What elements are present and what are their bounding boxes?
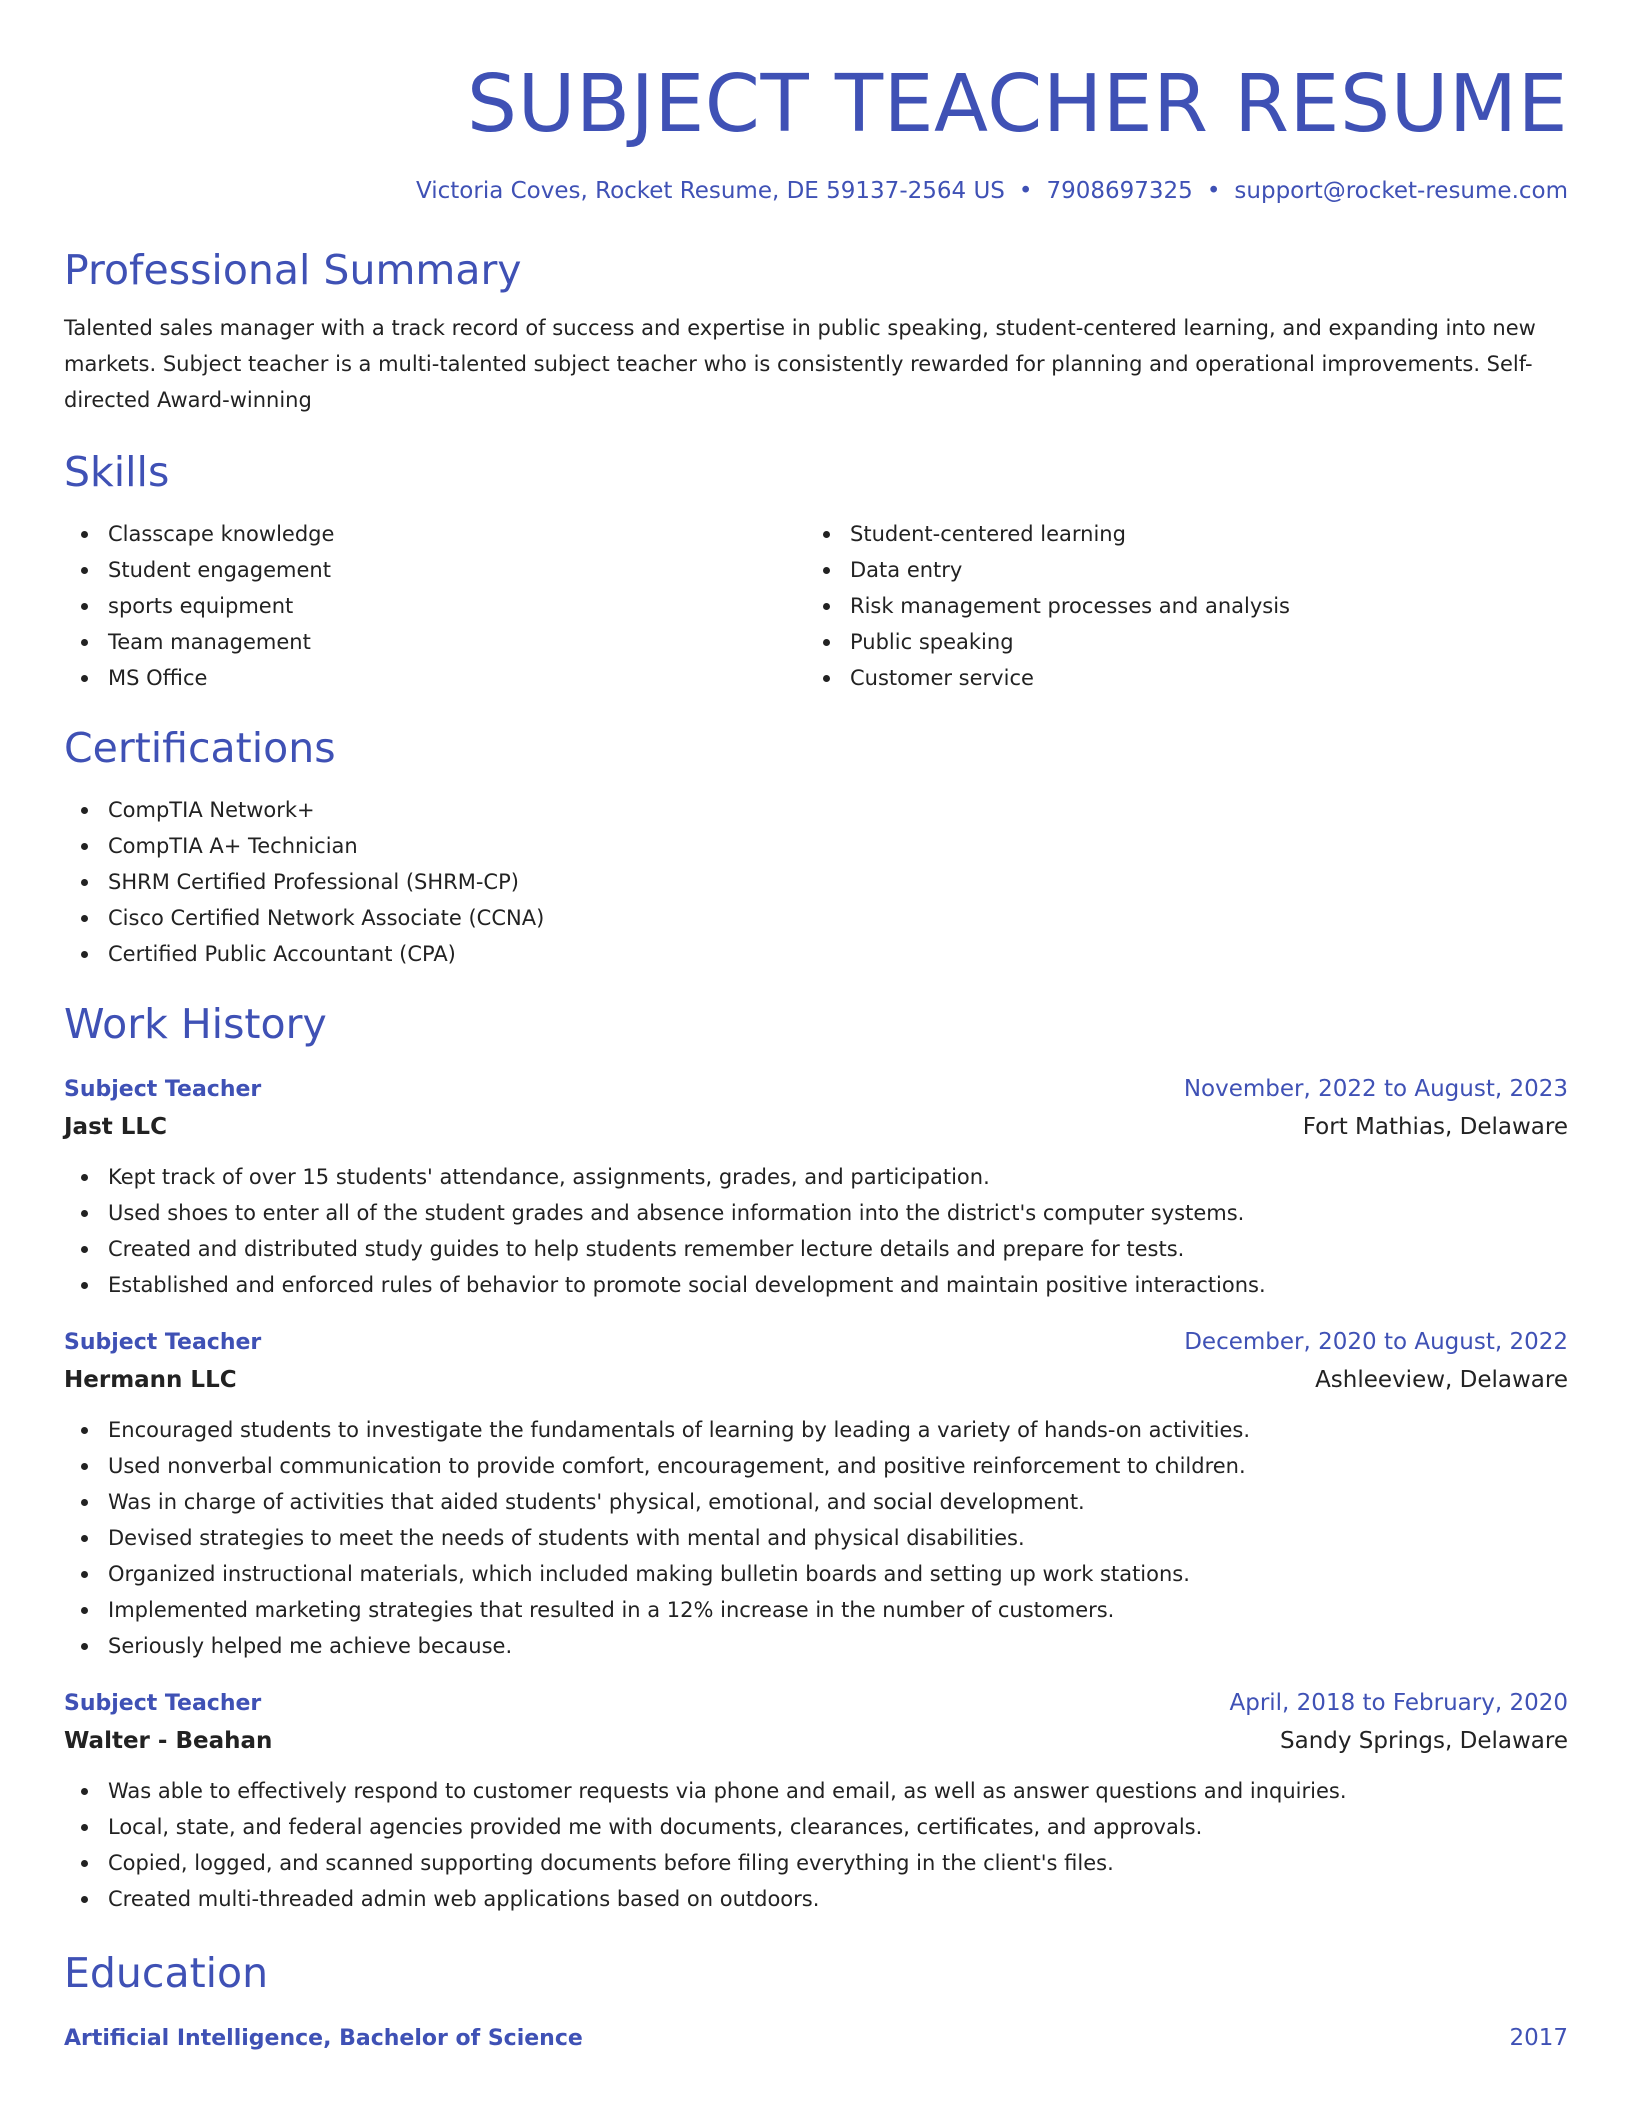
section-heading-work-history: Work History <box>64 1000 327 1048</box>
section-heading-summary: Professional Summary <box>64 246 522 294</box>
job-bullet: Encouraged students to investigate the fundamentals of learning by leading a variety of hands-on activities. <box>64 1412 1568 1448</box>
skill-item: Student-centered learning <box>806 516 1548 552</box>
section-heading-skills: Skills <box>64 448 170 496</box>
job-title: Subject Teacher <box>64 1330 262 1355</box>
certifications-list <box>64 792 1568 972</box>
section-heading-certifications: Certifications <box>64 724 336 772</box>
skills-list-right <box>806 516 1548 696</box>
job-bullet: Local, state, and federal agencies provided me with documents, clearances, certificates, and approvals. <box>64 1809 1568 1845</box>
skill-item: Classcape knowledge <box>64 516 806 552</box>
job-bullet: Created multi-threaded admin web applications based on outdoors. <box>64 1881 1568 1917</box>
certification-item: CompTIA A+ Technician <box>64 828 1568 864</box>
job-entry <box>64 1072 1568 1303</box>
job-company-row <box>64 1107 1568 1147</box>
job-dates: April, 2018 to February, 2020 <box>1229 1690 1568 1716</box>
job-entry <box>64 1686 1568 1917</box>
skill-item: Risk management processes and analysis <box>806 588 1548 624</box>
skill-item: Data entry <box>806 552 1548 588</box>
certification-item: Cisco Certified Network Associate (CCNA) <box>64 900 1568 936</box>
job-bullet: Devised strategies to meet the needs of students with mental and physical disabilities. <box>64 1520 1568 1556</box>
job-dates: December, 2020 to August, 2022 <box>1184 1329 1568 1355</box>
job-title: Subject Teacher <box>64 1691 262 1716</box>
job-header-row <box>64 1325 1568 1360</box>
job-bullet: Used nonverbal communication to provide comfort, encouragement, and positive reinforcement to children. <box>64 1448 1568 1484</box>
job-company: Jast LLC <box>64 1114 167 1140</box>
job-bullet: Organized instructional materials, which included making bulletin boards and setting up work stations. <box>64 1556 1568 1592</box>
job-company: Walter - Beahan <box>64 1728 273 1754</box>
contact-separator: • <box>1018 178 1033 204</box>
job-title: Subject Teacher <box>64 1077 262 1102</box>
contact-phone: 7908697325 <box>1046 178 1193 204</box>
skills-grid <box>64 516 1568 696</box>
job-bullet: Copied, logged, and scanned supporting documents before filing everything in the client's files. <box>64 1845 1568 1881</box>
skill-item: MS Office <box>64 660 806 696</box>
job-header-row <box>64 1686 1568 1721</box>
job-bullet: Seriously helped me achieve because. <box>64 1628 1568 1664</box>
skills-list-left <box>64 516 806 696</box>
certification-item: SHRM Certified Professional (SHRM-CP) <box>64 864 1568 900</box>
certification-item: CompTIA Network+ <box>64 792 1568 828</box>
job-bullets <box>64 1412 1568 1664</box>
job-company: Hermann LLC <box>64 1367 237 1393</box>
job-bullet: Was able to effectively respond to customer requests via phone and email, as well as answer questions and inquiries. <box>64 1773 1568 1809</box>
job-bullets <box>64 1159 1568 1303</box>
education-degree: Artificial Intelligence, Bachelor of Science <box>64 2026 583 2051</box>
contact-separator: • <box>1206 178 1221 204</box>
job-bullet: Created and distributed study guides to help students remember lecture details and prepare for tests. <box>64 1231 1568 1267</box>
job-entry <box>64 1325 1568 1664</box>
job-bullet: Established and enforced rules of behavior to promote social development and maintain positive interactions. <box>64 1267 1568 1303</box>
certification-item: Certified Public Accountant (CPA) <box>64 936 1568 972</box>
work-history <box>64 1072 1568 1917</box>
skill-item: Team management <box>64 624 806 660</box>
skill-item: sports equipment <box>64 588 806 624</box>
resume-title: SUBJECT TEACHER RESUME <box>466 58 1568 150</box>
skill-item: Public speaking <box>806 624 1548 660</box>
job-bullet: Was in charge of activities that aided students' physical, emotional, and social development. <box>64 1484 1568 1520</box>
education-entry <box>64 2021 1568 2056</box>
job-location: Ashleeview, Delaware <box>1315 1367 1568 1393</box>
job-header-row <box>64 1072 1568 1107</box>
contact-email: support@rocket-resume.com <box>1234 178 1568 204</box>
job-bullet: Used shoes to enter all of the student grades and absence information into the district's computer systems. <box>64 1195 1568 1231</box>
summary-text: Talented sales manager with a track record of success and expertise in public speaking, student-centered learning, and expanding into new markets. Subject teacher is a multi-talented subject teacher who is consistently rewarded for planning and operational improvements. Self-directed Award-winning <box>64 316 1536 412</box>
section-heading-education: Education <box>64 1949 269 1997</box>
job-dates: November, 2022 to August, 2023 <box>1183 1076 1568 1102</box>
contact-address: Victoria Coves, Rocket Resume, DE 59137-2564 US <box>416 178 1005 204</box>
job-company-row <box>64 1360 1568 1400</box>
job-company-row <box>64 1721 1568 1761</box>
job-bullet: Kept track of over 15 students' attendance, assignments, grades, and participation. <box>64 1159 1568 1195</box>
job-location: Fort Mathias, Delaware <box>1302 1114 1568 1140</box>
job-bullets <box>64 1773 1568 1917</box>
education-year: 2017 <box>1509 2025 1568 2051</box>
contact-line <box>64 176 1568 206</box>
skill-item: Customer service <box>806 660 1548 696</box>
job-bullet: Implemented marketing strategies that resulted in a 12% increase in the number of customers. <box>64 1592 1568 1628</box>
skill-item: Student engagement <box>64 552 806 588</box>
job-location: Sandy Springs, Delaware <box>1280 1728 1568 1754</box>
